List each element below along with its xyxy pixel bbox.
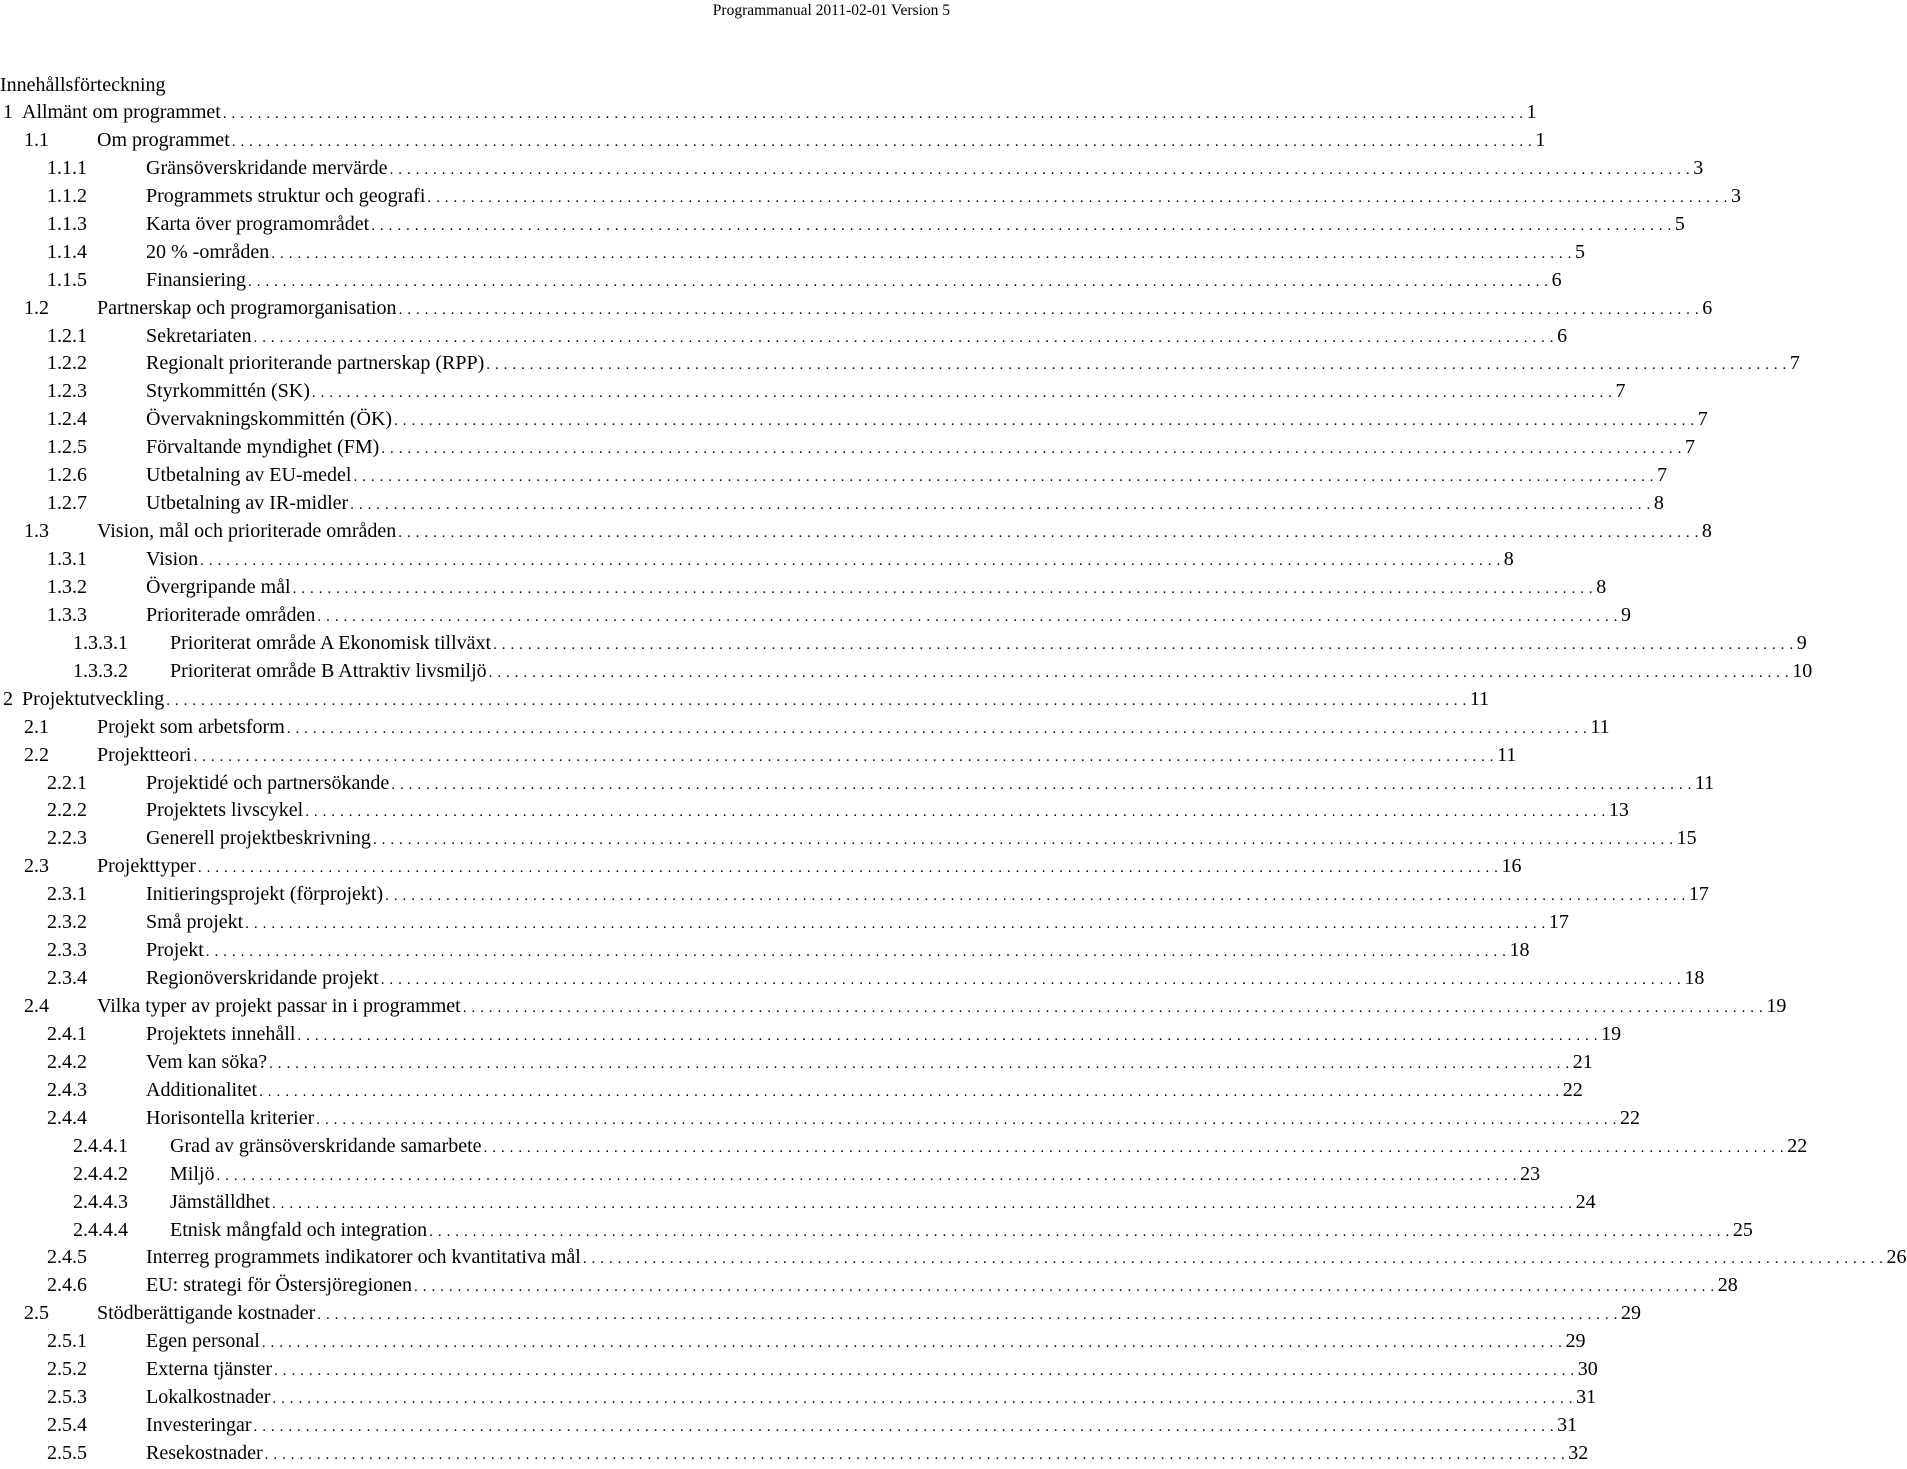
dot-leader: . . . . . . . . . . . . . . . . . . . . . . . . . . . . . . . . . . . . . . . . . . . . . . . . . . . . . . . . . . . . . . . . . . . . . . . . . . . . . . . . . . . . . . . . . . . . . . . . . . . . . . . . . . . . . . . . . . . . . . . . . . . . . . . . . . . . . . . . . . . . . . . . . . . . . . bbox=[253, 1419, 1555, 1436]
toc-entry-title[interactable]: Stödberättigande kostnader bbox=[97, 1299, 317, 1327]
toc-entry-line bbox=[97, 852, 1522, 882]
toc-entry-title[interactable]: 20 % -områden bbox=[146, 238, 271, 266]
dot-leader: . . . . . . . . . . . . . . . . . . . . . . . . . . . . . . . . . . . . . . . . . . . . . . . . . . . . . . . . . . . . . . . . . . . . . . . . . . . . . . . . . . . . . . . . . . . . . . . . . . . . . . . . . . . . . . . . . . . . . . . . . . . . . . . . . . . . . . . . . . . . . . . . . . . . . . bbox=[197, 860, 1499, 877]
dot-leader: . . . . . . . . . . . . . . . . . . . . . . . . . . . . . . . . . . . . . . . . . . . . . . . . . . . . . . . . . . . . . . . . . . . . . . . . . . . . . . . . . . . . . . . . . . . . . . . . . . . . . . . . . . . . . . . . . . . . . . . . . . . . . . . . . . . . . . . . . . . . . . . . . . . . . . bbox=[305, 804, 1606, 821]
dot-leader: . . . . . . . . . . . . . . . . . . . . . . . . . . . . . . . . . . . . . . . . . . . . . . . . . . . . . . . . . . . . . . . . . . . . . . . . . . . . . . . . . . . . . . . . . . . . . . . . . . . . . . . . . . . . . . . . . . . . . . . . . . . . . . . . . . . . . . . . . . . . . . . . . . . . . . bbox=[462, 1000, 1764, 1016]
toc-entry-line bbox=[146, 210, 1685, 240]
toc-entry-page-number[interactable]: 19 bbox=[1763, 992, 1786, 1020]
toc-entry-page-number[interactable]: 22 bbox=[1560, 1076, 1583, 1104]
toc-entry-number: 2.5.3 bbox=[47, 1386, 87, 1409]
toc-entry-page-number[interactable]: 11 bbox=[1587, 713, 1609, 741]
toc-entry[interactable] bbox=[0, 852, 1522, 880]
dot-leader: . . . . . . . . . . . . . . . . . . . . . . . . . . . . . . . . . . . . . . . . . . . . . . . . . . . . . . . . . . . . . . . . . . . . . . . . . . . . . . . . . . . . . . . . . . . . . . . . . . . . . . . . . . . . . . . . . . . . . . . . . . . . . . . . . . . . . . . . . . . . . . . . . . . . . . bbox=[488, 664, 1790, 681]
toc-entry[interactable] bbox=[0, 741, 1517, 769]
toc-entry-number: 1.3.3.2 bbox=[73, 659, 128, 682]
toc-entry-number: 1.2.2 bbox=[47, 352, 87, 375]
toc-entry-number: 2.4.2 bbox=[47, 1050, 87, 1073]
toc-entry-number: 1.1.1 bbox=[47, 156, 87, 179]
toc-entry[interactable] bbox=[0, 517, 1712, 545]
toc-entry-line bbox=[146, 824, 1697, 854]
toc-entry-number: 2.3.3 bbox=[47, 939, 87, 962]
toc-entry-title[interactable]: Lokalkostnader bbox=[146, 1383, 272, 1411]
dot-leader: . . . . . . . . . . . . . . . . . . . . . . . . . . . . . . . . . . . . . . . . . . . . . . . . . . . . . . . . . . . . . . . . . . . . . . . . . . . . . . . . . . . . . . . . . . . . . . . . . . . . . . . . . . . . . . . . . . . . . . . . . . . . . . . . . . . . . . . . . . . . . . . . . . . . . . bbox=[381, 441, 1682, 458]
toc-entry-title[interactable]: Programmets struktur och geografi bbox=[146, 182, 427, 210]
toc-entry-page-number[interactable]: 8 bbox=[1593, 573, 1606, 601]
toc-entry-page-number[interactable]: 30 bbox=[1575, 1355, 1598, 1383]
toc-entry[interactable] bbox=[0, 1243, 1907, 1271]
toc-entry-page-number[interactable]: 24 bbox=[1573, 1188, 1596, 1216]
toc-entry-title[interactable]: Jämställdhet bbox=[170, 1188, 272, 1216]
toc-entry-number: 2.4.3 bbox=[47, 1078, 87, 1101]
toc-entry[interactable] bbox=[0, 1271, 1738, 1299]
toc-entry-number: 1.2.4 bbox=[47, 408, 87, 431]
toc-entry[interactable] bbox=[0, 489, 1664, 517]
toc-entry-number: 2.4.4.4 bbox=[73, 1218, 128, 1241]
dot-leader: . . . . . . . . . . . . . . . . . . . . . . . . . . . . . . . . . . . . . . . . . . . . . . . . . . . . . . . . . . . . . . . . . . . . . . . . . . . . . . . . . . . . . . . . . . . . . . . . . . . . . . . . . . . . . . . . . . . . . . . . . . . . . . . . . . . . . . . . . . . . . . . . . . . . . . bbox=[248, 273, 1549, 290]
dot-leader: . . . . . . . . . . . . . . . . . . . . . . . . . . . . . . . . . . . . . . . . . . . . . . . . . . . . . . . . . . . . . . . . . . . . . . . . . . . . . . . . . . . . . . . . . . . . . . . . . . . . . . . . . . . . . . . . . . . . . . . . . . . . . . . . . . . . . . . . . . . . . . . . . . . . . . bbox=[483, 1139, 1785, 1156]
toc-entry-page-number[interactable]: 3 bbox=[1728, 182, 1741, 210]
toc-entry-page-number[interactable]: 7 bbox=[1695, 405, 1708, 433]
toc-entry-number: 1.1 bbox=[24, 128, 49, 151]
toc-entry[interactable] bbox=[0, 1076, 1583, 1104]
toc-entry-line bbox=[146, 936, 1530, 966]
toc-entry-title[interactable]: Resekostnader bbox=[146, 1439, 265, 1467]
toc-entry-page-number[interactable]: 19 bbox=[1598, 1020, 1621, 1048]
toc-entry-number: 1.2 bbox=[24, 296, 49, 319]
dot-leader: . . . . . . . . . . . . . . . . . . . . . . . . . . . . . . . . . . . . . . . . . . . . . . . . . . . . . . . . . . . . . . . . . . . . . . . . . . . . . . . . . . . . . . . . . . . . . . . . . . . . . . . . . . . . . . . . . . . . . . . . . . . . . . . . . . . . . . . . . . . . . . . . . . . . . . bbox=[317, 608, 1619, 625]
toc-entry-number: 1.3.3 bbox=[47, 603, 87, 626]
toc-entry-title[interactable]: Partnerskap och programorganisation bbox=[97, 294, 399, 322]
toc-entry-page-number[interactable]: 5 bbox=[1572, 238, 1585, 266]
toc-entry[interactable] bbox=[0, 349, 1800, 377]
toc-entry-line bbox=[146, 1243, 1907, 1273]
toc-entry-title[interactable]: Vilka typer av projekt passar in i programmet bbox=[97, 992, 463, 1020]
toc-entry-line bbox=[97, 517, 1712, 547]
toc-entry-number: 2.3.1 bbox=[47, 883, 87, 906]
toc-entry[interactable] bbox=[0, 1327, 1586, 1355]
toc-entry[interactable] bbox=[0, 1383, 1597, 1411]
toc-entry-line bbox=[146, 573, 1607, 603]
dot-leader: . . . . . . . . . . . . . . . . . . . . . . . . . . . . . . . . . . . . . . . . . . . . . . . . . . . . . . . . . . . . . . . . . . . . . . . . . . . . . . . . . . . . . . . . . . . . . . . . . . . . . . . . . . . . . . . . . . . . . . . . . . . . . . . . . . . . . . . . . . . . . . . . . . . . . . bbox=[245, 916, 1546, 933]
toc-entry[interactable] bbox=[0, 266, 1562, 294]
toc-entry-line bbox=[146, 1383, 1597, 1413]
dot-leader: . . . . . . . . . . . . . . . . . . . . . . . . . . . . . . . . . . . . . . . . . . . . . . . . . . . . . . . . . . . . . . . . . . . . . . . . . . . . . . . . . . . . . . . . . . . . . . . . . . . . . . . . . . . . . . . . . . . . . . . . . . . . . . . . . . . . . . . . . . . . . . . . . . . . . . bbox=[271, 245, 1572, 262]
toc-entry[interactable] bbox=[0, 1020, 1622, 1048]
dot-leader: . . . . . . . . . . . . . . . . . . . . . . . . . . . . . . . . . . . . . . . . . . . . . . . . . . . . . . . . . . . . . . . . . . . . . . . . . . . . . . . . . . . . . . . . . . . . . . . . . . . . . . . . . . . . . . . . . . . . . . . . . . . . . . . . . . . . . . . . . . . . . . . . . . . . . . bbox=[427, 189, 1729, 206]
toc-entry-line bbox=[97, 713, 1610, 743]
dot-leader: . . . . . . . . . . . . . . . . . . . . . . . . . . . . . . . . . . . . . . . . . . . . . . . . . . . . . . . . . . . . . . . . . . . . . . . . . . . . . . . . . . . . . . . . . . . . . . . . . . . . . . . . . . . . . . . . . . . . . . . . . . . . . . . . . . . . . . . . . . . . . . . . . . . . . . bbox=[371, 217, 1672, 234]
toc-entry-number: 1.2.7 bbox=[47, 492, 87, 515]
toc-entry-title[interactable]: Om programmet bbox=[97, 126, 232, 154]
toc-entry[interactable] bbox=[0, 461, 1668, 489]
toc-entry-page-number[interactable]: 11 bbox=[1467, 685, 1489, 713]
toc-entry[interactable] bbox=[0, 433, 1695, 461]
toc-entry-line bbox=[170, 657, 1813, 687]
toc-entry-line bbox=[170, 1160, 1541, 1190]
toc-entry-number: 2.4.4.2 bbox=[73, 1162, 128, 1185]
toc-entry-page-number[interactable]: 16 bbox=[1499, 852, 1522, 880]
toc-entry[interactable] bbox=[0, 964, 1705, 992]
toc-entry-title[interactable]: Allmänt om programmet bbox=[22, 98, 223, 126]
toc-entry[interactable] bbox=[0, 377, 1626, 405]
toc-entry-line bbox=[146, 349, 1800, 379]
toc-entry-number: 1.1.4 bbox=[47, 240, 87, 263]
toc-entry[interactable] bbox=[0, 1439, 1589, 1467]
toc-entry-number: 2.3.4 bbox=[47, 967, 87, 990]
toc-entry-page-number[interactable]: 6 bbox=[1699, 294, 1712, 322]
toc-entry-page-number[interactable]: 1 bbox=[1532, 126, 1545, 154]
toc-entry-page-number[interactable]: 31 bbox=[1554, 1411, 1577, 1439]
dot-leader: . . . . . . . . . . . . . . . . . . . . . . . . . . . . . . . . . . . . . . . . . . . . . . . . . . . . . . . . . . . . . . . . . . . . . . . . . . . . . . . . . . . . . . . . . . . . . . . . . . . . . . . . . . . . . . . . . . . . . . . . . . . . . . . . . . . . . . . . . . . . . . . . . . . . . . bbox=[272, 1391, 1574, 1408]
toc-entry[interactable] bbox=[0, 210, 1685, 238]
toc-entry-line bbox=[97, 1299, 1641, 1329]
toc-entry[interactable] bbox=[0, 1160, 1541, 1188]
toc-entry-title[interactable]: Övergripande mål bbox=[146, 573, 293, 601]
dot-leader: . . . . . . . . . . . . . . . . . . . . . . . . . . . . . . . . . . . . . . . . . . . . . . . . . . . . . . . . . . . . . . . . . . . . . . . . . . . . . . . . . . . . . . . . . . . . . . . . . . . . . . . . . . . . . . . . . . . . . . . . . . . . . . . . . . . . . . . . . . . . . . . . . . . . . . bbox=[389, 161, 1691, 178]
toc-entry-page-number[interactable]: 7 bbox=[1654, 461, 1667, 489]
toc-entry-page-number[interactable]: 10 bbox=[1789, 657, 1812, 685]
toc-entry-page-number[interactable]: 5 bbox=[1672, 210, 1685, 238]
dot-leader: . . . . . . . . . . . . . . . . . . . . . . . . . . . . . . . . . . . . . . . . . . . . . . . . . . . . . . . . . . . . . . . . . . . . . . . . . . . . . . . . . . . . . . . . . . . . . . . . . . . . . . . . . . . . . . . . . . . . . . . . . . . . . . . . . . . . . . . . . . . . . . . . . . . . . . bbox=[166, 692, 1467, 709]
toc-entry-number: 1.1.5 bbox=[47, 268, 87, 291]
toc-entry[interactable] bbox=[0, 322, 1568, 350]
toc-entry[interactable] bbox=[0, 824, 1697, 852]
toc-entry-page-number[interactable]: 8 bbox=[1651, 489, 1664, 517]
toc-entry-title[interactable]: Projekt bbox=[146, 936, 206, 964]
toc-entry-line bbox=[146, 405, 1708, 435]
toc-entry-number: 1.3.2 bbox=[47, 575, 87, 598]
toc-entry-number: 1.1.3 bbox=[47, 212, 87, 235]
toc-entry-page-number[interactable]: 6 bbox=[1554, 322, 1567, 350]
toc-entry-page-number[interactable]: 17 bbox=[1686, 880, 1709, 908]
toc-entry-line bbox=[146, 964, 1705, 994]
toc-entry-title[interactable]: Projektets innehåll bbox=[146, 1020, 297, 1048]
toc-entry[interactable] bbox=[0, 1411, 1578, 1439]
dot-leader: . . . . . . . . . . . . . . . . . . . . . . . . . . . . . . . . . . . . . . . . . . . . . . . . . . . . . . . . . . . . . . . . . . . . . . . . . . . . . . . . . . . . . . . . . . . . . . . . . . . . . . . . . . . . . . . . . . . . . . . . . . . . . . . . . . . . . . . . . . . . . . . . . . . . . . bbox=[269, 1055, 1570, 1072]
toc-entry-line bbox=[146, 489, 1664, 519]
toc-entry-page-number[interactable]: 11 bbox=[1692, 769, 1714, 797]
dot-leader: . . . . . . . . . . . . . . . . . . . . . . . . . . . . . . . . . . . . . . . . . . . . . . . . . . . . . . . . . . . . . . . . . . . . . . . . . . . . . . . . . . . . . . . . . . . . . . . . . . . . . . . . . . . . . . . . . . . . . . . . . . . . . . . . . . . . . . . . . . . . . . . . . . . . . . bbox=[385, 888, 1686, 905]
toc-entry-title[interactable]: Initieringsprojekt (förprojekt) bbox=[146, 880, 385, 908]
toc-entry-line bbox=[146, 601, 1632, 631]
toc-entry-title[interactable]: Små projekt bbox=[146, 908, 245, 936]
toc-entry-title[interactable]: Utbetalning av EU-medel bbox=[146, 461, 354, 489]
toc-entry-number: 1.3.1 bbox=[47, 548, 87, 570]
toc-entry-page-number[interactable]: 11 bbox=[1494, 741, 1516, 769]
toc-entry-number: 2.4.4.3 bbox=[73, 1190, 128, 1213]
toc-entry[interactable] bbox=[0, 1188, 1596, 1216]
dot-leader: . . . . . . . . . . . . . . . . . . . . . . . . . . . . . . . . . . . . . . . . . . . . . . . . . . . . . . . . . . . . . . . . . . . . . . . . . . . . . . . . . . . . . . . . . . . . . . . . . . . . . . . . . . . . . . . . . . . . . . . . . . . . . . . . . . . . . . . . . . . . . . . . . . . . . . bbox=[271, 1195, 1573, 1212]
toc-entry[interactable] bbox=[0, 1048, 1593, 1076]
toc-entry-title[interactable]: Gränsöverskridande mervärde bbox=[146, 154, 390, 182]
toc-entry-title[interactable]: Karta över programområdet bbox=[146, 210, 371, 238]
toc-entry-page-number[interactable]: 13 bbox=[1606, 796, 1629, 824]
toc-entry-title[interactable]: Regionalt prioriterande partnerskap (RPP) bbox=[146, 349, 486, 377]
toc-entry-page-number[interactable]: 3 bbox=[1690, 154, 1703, 182]
toc-entry[interactable] bbox=[0, 796, 1629, 824]
toc-entry-line bbox=[97, 741, 1517, 771]
dot-leader: . . . . . . . . . . . . . . . . . . . . . . . . . . . . . . . . . . . . . . . . . . . . . . . . . . . . . . . . . . . . . . . . . . . . . . . . . . . . . . . . . . . . . . . . . . . . . . . . . . . . . . . . . . . . . . . . . . . . . . . . . . . . . . . . . . . . . . . . . . . . . . . . . . . . . . bbox=[274, 1363, 1575, 1380]
toc-entry-line bbox=[97, 992, 1787, 1022]
toc-entry-number: 2.1 bbox=[24, 715, 49, 738]
toc-entry-line bbox=[170, 1188, 1596, 1218]
toc-entry[interactable] bbox=[0, 769, 1715, 797]
toc-entry-number: 2.5.2 bbox=[47, 1358, 87, 1381]
toc-entry-number: 2.3 bbox=[24, 855, 49, 878]
toc-entry-page-number[interactable]: 6 bbox=[1549, 266, 1562, 294]
toc-entry-title[interactable]: Projekt som arbetsform bbox=[97, 713, 287, 741]
toc-entry-line bbox=[170, 1216, 1753, 1246]
dot-leader: . . . . . . . . . . . . . . . . . . . . . . . . . . . . . . . . . . . . . . . . . . . . . . . . . . . . . . . . . . . . . . . . . . . . . . . . . . . . . . . . . . . . . . . . . . . . . . . . . . . . . . . . . . . . . . . . . . . . . . . . . . . . . . . . . . . . . . . . . . . . . . . . . . . . . . bbox=[311, 385, 1613, 402]
dot-leader: . . . . . . . . . . . . . . . . . . . . . . . . . . . . . . . . . . . . . . . . . . . . . . . . . . . . . . . . . . . . . . . . . . . . . . . . . . . . . . . . . . . . . . . . . . . . . . . . . . . . . . . . . . . . . . . . . . . . . . . . . . . . . . . . . . . . . . . . . . . . . . . . . . . . . . bbox=[398, 525, 1699, 542]
toc-entry[interactable] bbox=[0, 1104, 1640, 1132]
toc-entry-number: 2.4.5 bbox=[47, 1246, 87, 1269]
toc-entry-title[interactable]: Utbetalning av IR-midler bbox=[146, 489, 350, 517]
toc-entry-number: 2.4.6 bbox=[47, 1274, 87, 1297]
toc-entry-title[interactable]: Projekttyper bbox=[97, 852, 198, 880]
dot-leader: . . . . . . . . . . . . . . . . . . . . . . . . . . . . . . . . . . . . . . . . . . . . . . . . . . . . . . . . . . . . . . . . . . . . . . . . . . . . . . . . . . . . . . . . . . . . . . . . . . . . . . . . . . . . . . . . . . . . . . . . . . . . . . . . . . . . . . . . . . . . . . . . . . . . . . bbox=[297, 1027, 1599, 1044]
toc-entry-title[interactable]: Egen personal bbox=[146, 1327, 262, 1355]
dot-leader: . . . . . . . . . . . . . . . . . . . . . . . . . . . . . . . . . . . . . . . . . . . . . . . . . . . . . . . . . . . . . . . . . . . . . . . . . . . . . . . . . . . . . . . . . . . . . . . . . . . . . . . . . . . . . . . . . . . . . . . . . . . . . . . . . . . . . . . . . . . . . . . . . . . . . . bbox=[316, 1111, 1617, 1128]
toc-entry-line bbox=[146, 154, 1704, 184]
toc-entry-page-number[interactable]: 7 bbox=[1787, 349, 1800, 377]
toc-entry-number: 2.2 bbox=[24, 743, 49, 766]
toc-entry[interactable] bbox=[0, 154, 1704, 182]
toc-entry-line bbox=[146, 238, 1585, 268]
toc-entry[interactable] bbox=[0, 657, 1813, 685]
toc-entry-title[interactable]: Prioriterade områden bbox=[146, 601, 317, 629]
toc-entry-page-number[interactable]: 29 bbox=[1563, 1327, 1586, 1355]
dot-leader: . . . . . . . . . . . . . . . . . . . . . . . . . . . . . . . . . . . . . . . . . . . . . . . . . . . . . . . . . . . . . . . . . . . . . . . . . . . . . . . . . . . . . . . . . . . . . . . . . . . . . . . . . . . . . . . . . . . . . . . . . . . . . . . . . . . . . . . . . . . . . . . . . . . . . . bbox=[264, 1447, 1566, 1463]
toc-entry-page-number[interactable]: 25 bbox=[1730, 1216, 1753, 1244]
toc-entry-title[interactable]: Sekretariaten bbox=[146, 322, 254, 350]
toc-entry-number: 1.2.3 bbox=[47, 380, 87, 403]
dot-leader: . . . . . . . . . . . . . . . . . . . . . . . . . . . . . . . . . . . . . . . . . . . . . . . . . . . . . . . . . . . . . . . . . . . . . . . . . . . . . . . . . . . . . . . . . . . . . . . . . . . . . . . . . . . . . . . . . . . . . . . . . . . . . . . . . . . . . . . . . . . . . . . . . . . . . . bbox=[391, 776, 1692, 793]
toc-entry[interactable] bbox=[0, 992, 1787, 1020]
toc-entry-line bbox=[22, 98, 1537, 128]
toc-entry-line bbox=[146, 1048, 1593, 1078]
toc-entry-line bbox=[22, 685, 1490, 715]
toc-entry-page-number[interactable]: 18 bbox=[1506, 936, 1529, 964]
toc-entry-page-number[interactable]: 26 bbox=[1884, 1243, 1907, 1271]
toc-entry-number: 1.1.2 bbox=[47, 184, 87, 207]
toc-entry-title[interactable]: Grad av gränsöverskridande samarbete bbox=[170, 1132, 484, 1160]
toc-entry-title[interactable]: Vision, mål och prioriterade områden bbox=[97, 517, 398, 545]
toc-entry-title[interactable]: Prioriterat område A Ekonomisk tillväxt bbox=[170, 629, 493, 657]
dot-leader: . . . . . . . . . . . . . . . . . . . . . . . . . . . . . . . . . . . . . . . . . . . . . . . . . . . . . . . . . . . . . . . . . . . . . . . . . . . . . . . . . . . . . . . . . . . . . . . . . . . . . . . . . . . . . . . . . . . . . . . . . . . . . . . . . . . . . . . . . . . . . . . . . . . . . . bbox=[259, 1083, 1560, 1100]
dot-leader: . . . . . . . . . . . . . . . . . . . . . . . . . . . . . . . . . . . . . . . . . . . . . . . . . . . . . . . . . . . . . . . . . . . . . . . . . . . . . . . . . . . . . . . . . . . . . . . . . . . . . . . . . . . . . . . . . . . . . . . . . . . . . . . . . . . . . . . . . . . . . . . . . . . . . . bbox=[372, 832, 1674, 849]
toc-entry-title[interactable]: Styrkommittén (SK) bbox=[146, 377, 312, 405]
toc-entry-number: 2.5.5 bbox=[47, 1442, 87, 1464]
toc-entry[interactable] bbox=[0, 1299, 1641, 1327]
toc-entry-line bbox=[146, 1411, 1578, 1441]
toc-entry[interactable] bbox=[0, 182, 1742, 210]
dot-leader: . . . . . . . . . . . . . . . . . . . . . . . . . . . . . . . . . . . . . . . . . . . . . . . . . . . . . . . . . . . . . . . . . . . . . . . . . . . . . . . . . . . . . . . . . . . . . . . . . . . . . . . . . . . . . . . . . . . . . . . . . . . . . . . . . . . . . . . . . . . . . . . . . . . . . . bbox=[350, 497, 1651, 514]
toc-entry-title[interactable]: Externa tjänster bbox=[146, 1355, 274, 1383]
toc-entry[interactable] bbox=[0, 685, 1490, 713]
toc-entry-title[interactable]: Övervakningskommittén (ÖK) bbox=[146, 405, 394, 433]
dot-leader: . . . . . . . . . . . . . . . . . . . . . . . . . . . . . . . . . . . . . . . . . . . . . . . . . . . . . . . . . . . . . . . . . . . . . . . . . . . . . . . . . . . . . . . . . . . . . . . . . . . . . . . . . . . . . . . . . . . . . . . . . . . . . . . . . . . . . . . . . . . . . . . . . . . . . . bbox=[414, 1279, 1715, 1296]
toc-entry[interactable] bbox=[0, 908, 1569, 936]
toc-entry-number: 1.3 bbox=[24, 520, 49, 543]
toc-entry-title[interactable]: Finansiering bbox=[146, 266, 248, 294]
toc-entry-line bbox=[146, 880, 1709, 910]
toc-entry-line bbox=[146, 322, 1568, 352]
toc-entry-line bbox=[146, 769, 1715, 799]
toc-entry-number: 1.3.3.1 bbox=[73, 631, 128, 654]
dot-leader: . . . . . . . . . . . . . . . . . . . . . . . . . . . . . . . . . . . . . . . . . . . . . . . . . . . . . . . . . . . . . . . . . . . . . . . . . . . . . . . . . . . . . . . . . . . . . . . . . . . . . . . . . . . . . . . . . . . . . . . . . . . . . . . . . . . . . . . . . . . . . . . . . . . . . . bbox=[216, 1167, 1518, 1184]
toc-entry[interactable] bbox=[0, 880, 1709, 908]
toc-entry[interactable] bbox=[0, 98, 1537, 126]
toc-entry-title[interactable]: Förvaltande myndighet (FM) bbox=[146, 433, 381, 461]
toc-entry-line bbox=[97, 294, 1713, 324]
toc-entry-line bbox=[146, 266, 1562, 296]
toc-entry-title[interactable]: Additionalitet bbox=[146, 1076, 259, 1104]
toc-entry-title[interactable]: Projektteori bbox=[97, 741, 193, 769]
toc-entry[interactable] bbox=[0, 238, 1585, 266]
toc-entry-number: 2.2.1 bbox=[47, 771, 87, 794]
toc-entry-line bbox=[97, 126, 1546, 156]
dot-leader: . . . . . . . . . . . . . . . . . . . . . . . . . . . . . . . . . . . . . . . . . . . . . . . . . . . . . . . . . . . . . . . . . . . . . . . . . . . . . . . . . . . . . . . . . . . . . . . . . . . . . . . . . . . . . . . . . . . . . . . . . . . . . . . . . . . . . . . . . . . . . . . . . . . . . . bbox=[253, 329, 1555, 346]
table-of-contents bbox=[0, 98, 1907, 1467]
toc-entry-line bbox=[146, 1104, 1640, 1134]
toc-entry-line bbox=[146, 545, 1514, 575]
toc-entry-title[interactable]: Etnisk mångfald och integration bbox=[170, 1216, 429, 1244]
toc-entry-line bbox=[170, 629, 1807, 659]
dot-leader: . . . . . . . . . . . . . . . . . . . . . . . . . . . . . . . . . . . . . . . . . . . . . . . . . . . . . . . . . . . . . . . . . . . . . . . . . . . . . . . . . . . . . . . . . . . . . . . . . . . . . . . . . . . . . . . . . . . . . . . . . . . . . . . . . . . . . . . . . . . . . . . . . . . . . . bbox=[429, 1223, 1730, 1240]
toc-entry-line bbox=[146, 1355, 1598, 1385]
toc-entry-title[interactable]: Horisontella kriterier bbox=[146, 1104, 316, 1132]
toc-entry-page-number[interactable]: 32 bbox=[1565, 1439, 1588, 1467]
toc-entry-number: 1 bbox=[3, 101, 13, 123]
toc-entry-page-number[interactable]: 22 bbox=[1617, 1104, 1640, 1132]
dot-leader: . . . . . . . . . . . . . . . . . . . . . . . . . . . . . . . . . . . . . . . . . . . . . . . . . . . . . . . . . . . . . . . . . . . . . . . . . . . . . . . . . . . . . . . . . . . . . . . . . . . . . . . . . . . . . . . . . . . . . . . . . . . . . . . . . . . . . . . . . . . . . . . . . . . . . . bbox=[261, 1335, 1563, 1352]
toc-entry-title[interactable]: Investeringar bbox=[146, 1411, 254, 1439]
toc-entry[interactable] bbox=[0, 1216, 1753, 1244]
toc-entry-page-number[interactable]: 17 bbox=[1546, 908, 1569, 936]
toc-entry-title[interactable]: Vision bbox=[146, 545, 200, 573]
toc-entry[interactable] bbox=[0, 545, 1514, 573]
dot-leader: . . . . . . . . . . . . . . . . . . . . . . . . . . . . . . . . . . . . . . . . . . . . . . . . . . . . . . . . . . . . . . . . . . . . . . . . . . . . . . . . . . . . . . . . . . . . . . . . . . . . . . . . . . . . . . . . . . . . . . . . . . . . . . . . . . . . . . . . . . . . . . . . . . . . . . bbox=[353, 469, 1655, 486]
toc-entry-line bbox=[170, 1132, 1808, 1162]
toc-entry[interactable] bbox=[0, 1132, 1808, 1160]
toc-entry-line bbox=[146, 796, 1629, 826]
toc-entry-title[interactable]: Regionöverskridande projekt bbox=[146, 964, 381, 992]
dot-leader: . . . . . . . . . . . . . . . . . . . . . . . . . . . . . . . . . . . . . . . . . . . . . . . . . . . . . . . . . . . . . . . . . . . . . . . . . . . . . . . . . . . . . . . . . . . . . . . . . . . . . . . . . . . . . . . . . . . . . . . . . . . . . . . . . . . . . . . . . . . . . . . . . . . . . . bbox=[205, 944, 1507, 961]
toc-entry-page-number[interactable]: 21 bbox=[1570, 1048, 1593, 1076]
running-header: Programmanual 2011-02-01 Version 5 bbox=[712, 2, 950, 19]
toc-entry-page-number[interactable]: 8 bbox=[1501, 545, 1514, 573]
dot-leader: . . . . . . . . . . . . . . . . . . . . . . . . . . . . . . . . . . . . . . . . . . . . . . . . . . . . . . . . . . . . . . . . . . . . . . . . . . . . . . . . . . . . . . . . . . . . . . . . . . . . . . . . . . . . . . . . . . . . . . . . . . . . . . . . . . . . . . . . . . . . . . . . . . . . . . bbox=[193, 748, 1495, 765]
toc-entry-number: 2.4.1 bbox=[47, 1022, 87, 1045]
toc-entry-title[interactable]: Miljö bbox=[170, 1160, 216, 1188]
dot-leader: . . . . . . . . . . . . . . . . . . . . . . . . . . . . . . . . . . . . . . . . . . . . . . . . . . . . . . . . . . . . . . . . . . . . . . . . . . . . . . . . . . . . . . . . . . . . . . . . . . . . . . . . . . . . . . . . . . . . . . . . . . . . . . . . . . . . . . . . . . . . . . . . . . . . . . bbox=[493, 636, 1794, 653]
toc-entry-number: 1.2.6 bbox=[47, 464, 87, 487]
dot-leader: . . . . . . . . . . . . . . . . . . . . . . . . . . . . . . . . . . . . . . . . . . . . . . . . . . . . . . . . . . . . . . . . . . . . . . . . . . . . . . . . . . . . . . . . . . . . . . . . . . . . . . . . . . . . . . . . . . . . . . . . . . . . . . . . . . . . . . . . . . . . . . . . . . . . . . bbox=[317, 1307, 1618, 1324]
dot-leader: . . . . . . . . . . . . . . . . . . . . . . . . . . . . . . . . . . . . . . . . . . . . . . . . . . . . . . . . . . . . . . . . . . . . . . . . . . . . . . . . . . . . . . . . . . . . . . . . . . . . . . . . . . . . . . . . . . . . . . . . . . . . . . . . . . . . . . . . . . . . . . . . . . . . . . bbox=[200, 553, 1501, 569]
toc-entry-title[interactable]: Prioriterat område B Attraktiv livsmiljö bbox=[170, 657, 489, 685]
toc-entry-number: 2 bbox=[3, 687, 13, 710]
toc-entry-number: 2.5.4 bbox=[47, 1414, 87, 1437]
dot-leader: . . . . . . . . . . . . . . . . . . . . . . . . . . . . . . . . . . . . . . . . . . . . . . . . . . . . . . . . . . . . . . . . . . . . . . . . . . . . . . . . . . . . . . . . . . . . . . . . . . . . . . . . . . . . . . . . . . . . . . . . . . . . . . . . . . . . . . . . . . . . . . . . . . . . . . bbox=[231, 133, 1533, 150]
toc-entry-number: 1.2.5 bbox=[47, 436, 87, 459]
toc-entry-page-number[interactable]: 9 bbox=[1618, 601, 1631, 629]
toc-entry-page-number[interactable]: 7 bbox=[1682, 433, 1695, 461]
toc-entry-page-number[interactable]: 9 bbox=[1794, 629, 1807, 657]
toc-entry-number: 2.3.2 bbox=[47, 911, 87, 934]
toc-entry[interactable] bbox=[0, 629, 1807, 657]
toc-entry-number: 2.4.4.1 bbox=[73, 1134, 128, 1157]
toc-entry-line bbox=[146, 1327, 1586, 1357]
toc-entry-line bbox=[146, 1020, 1622, 1050]
toc-entry-page-number[interactable]: 23 bbox=[1517, 1160, 1540, 1188]
toc-entry-line bbox=[146, 377, 1626, 407]
toc-entry[interactable] bbox=[0, 126, 1546, 154]
toc-entry[interactable] bbox=[0, 294, 1713, 322]
toc-entry-line bbox=[146, 433, 1695, 463]
toc-entry-title[interactable]: Projektidé och partnersökande bbox=[146, 769, 391, 797]
toc-entry[interactable] bbox=[0, 936, 1530, 964]
toc-entry-title[interactable]: Projektutveckling bbox=[22, 685, 166, 713]
toc-entry-page-number[interactable]: 15 bbox=[1674, 824, 1697, 852]
toc-entry[interactable] bbox=[0, 601, 1632, 629]
toc-entry-page-number[interactable]: 29 bbox=[1618, 1299, 1641, 1327]
toc-entry[interactable] bbox=[0, 573, 1607, 601]
dot-leader: . . . . . . . . . . . . . . . . . . . . . . . . . . . . . . . . . . . . . . . . . . . . . . . . . . . . . . . . . . . . . . . . . . . . . . . . . . . . . . . . . . . . . . . . . . . . . . . . . . . . . . . . . . . . . . . . . . . . . . . . . . . . . . . . . . . . . . . . . . . . . . . . . . . . . . bbox=[394, 413, 1695, 430]
toc-entry-number: 2.4 bbox=[24, 995, 49, 1017]
toc-entry-number: 2.2.3 bbox=[47, 827, 87, 850]
toc-entry-line bbox=[146, 461, 1668, 491]
toc-entry-line bbox=[146, 1076, 1583, 1106]
toc-entry[interactable] bbox=[0, 1355, 1598, 1383]
toc-entry-page-number[interactable]: 22 bbox=[1784, 1132, 1807, 1160]
toc-entry-page-number[interactable]: 31 bbox=[1573, 1383, 1596, 1411]
dot-leader: . . . . . . . . . . . . . . . . . . . . . . . . . . . . . . . . . . . . . . . . . . . . . . . . . . . . . . . . . . . . . . . . . . . . . . . . . . . . . . . . . . . . . . . . . . . . . . . . . . . . . . . . . . . . . . . . . . . . . . . . . . . . . . . . . . . . . . . . . . . . . . . . . . . . . . bbox=[398, 301, 1700, 318]
dot-leader: . . . . . . . . . . . . . . . . . . . . . . . . . . . . . . . . . . . . . . . . . . . . . . . . . . . . . . . . . . . . . . . . . . . . . . . . . . . . . . . . . . . . . . . . . . . . . . . . . . . . . . . . . . . . . . . . . . . . . . . . . . . . . . . . . . . . . . . . . . . . . . . . . . . . . . bbox=[582, 1251, 1884, 1268]
dot-leader: . . . . . . . . . . . . . . . . . . . . . . . . . . . . . . . . . . . . . . . . . . . . . . . . . . . . . . . . . . . . . . . . . . . . . . . . . . . . . . . . . . . . . . . . . . . . . . . . . . . . . . . . . . . . . . . . . . . . . . . . . . . . . . . . . . . . . . . . . . . . . . . . . . . . . . bbox=[380, 972, 1682, 989]
dot-leader: . . . . . . . . . . . . . . . . . . . . . . . . . . . . . . . . . . . . . . . . . . . . . . . . . . . . . . . . . . . . . . . . . . . . . . . . . . . . . . . . . . . . . . . . . . . . . . . . . . . . . . . . . . . . . . . . . . . . . . . . . . . . . . . . . . . . . . . . . . . . . . . . . . . . . . bbox=[222, 106, 1524, 122]
dot-leader: . . . . . . . . . . . . . . . . . . . . . . . . . . . . . . . . . . . . . . . . . . . . . . . . . . . . . . . . . . . . . . . . . . . . . . . . . . . . . . . . . . . . . . . . . . . . . . . . . . . . . . . . . . . . . . . . . . . . . . . . . . . . . . . . . . . . . . . . . . . . . . . . . . . . . . bbox=[292, 580, 1594, 597]
toc-entry-page-number[interactable]: 7 bbox=[1613, 377, 1626, 405]
dot-leader: . . . . . . . . . . . . . . . . . . . . . . . . . . . . . . . . . . . . . . . . . . . . . . . . . . . . . . . . . . . . . . . . . . . . . . . . . . . . . . . . . . . . . . . . . . . . . . . . . . . . . . . . . . . . . . . . . . . . . . . . . . . . . . . . . . . . . . . . . . . . . . . . . . . . . . bbox=[486, 357, 1787, 374]
toc-entry-number: 2.4.4 bbox=[47, 1106, 87, 1129]
toc-entry-title[interactable]: Projektets livscykel bbox=[146, 796, 305, 824]
toc-entry[interactable] bbox=[0, 405, 1708, 433]
toc-entry-line bbox=[146, 1439, 1589, 1469]
toc-entry-line bbox=[146, 908, 1569, 938]
dot-leader: . . . . . . . . . . . . . . . . . . . . . . . . . . . . . . . . . . . . . . . . . . . . . . . . . . . . . . . . . . . . . . . . . . . . . . . . . . . . . . . . . . . . . . . . . . . . . . . . . . . . . . . . . . . . . . . . . . . . . . . . . . . . . . . . . . . . . . . . . . . . . . . . . . . . . . bbox=[286, 720, 1588, 737]
toc-heading: Innehållsförteckning bbox=[0, 74, 166, 96]
toc-entry-title[interactable]: Generell projektbeskrivning bbox=[146, 824, 373, 852]
toc-entry-title[interactable]: Interreg programmets indikatorer och kvantitativa mål bbox=[146, 1243, 583, 1271]
toc-entry-page-number[interactable]: 1 bbox=[1524, 98, 1537, 126]
toc-entry-number: 2.5 bbox=[24, 1302, 49, 1325]
toc-entry-line bbox=[146, 182, 1742, 212]
toc-entry-number: 1.2.1 bbox=[47, 324, 87, 347]
toc-entry-page-number[interactable]: 8 bbox=[1699, 517, 1712, 545]
toc-entry-number: 2.5.1 bbox=[47, 1330, 87, 1353]
toc-entry-line bbox=[146, 1271, 1738, 1301]
toc-entry[interactable] bbox=[0, 713, 1610, 741]
toc-entry-title[interactable]: EU: strategi för Östersjöregionen bbox=[146, 1271, 414, 1299]
toc-entry-page-number[interactable]: 28 bbox=[1715, 1271, 1738, 1299]
toc-entry-title[interactable]: Vem kan söka? bbox=[146, 1048, 269, 1076]
toc-entry-page-number[interactable]: 18 bbox=[1681, 964, 1704, 992]
toc-entry-number: 2.2.2 bbox=[47, 799, 87, 822]
